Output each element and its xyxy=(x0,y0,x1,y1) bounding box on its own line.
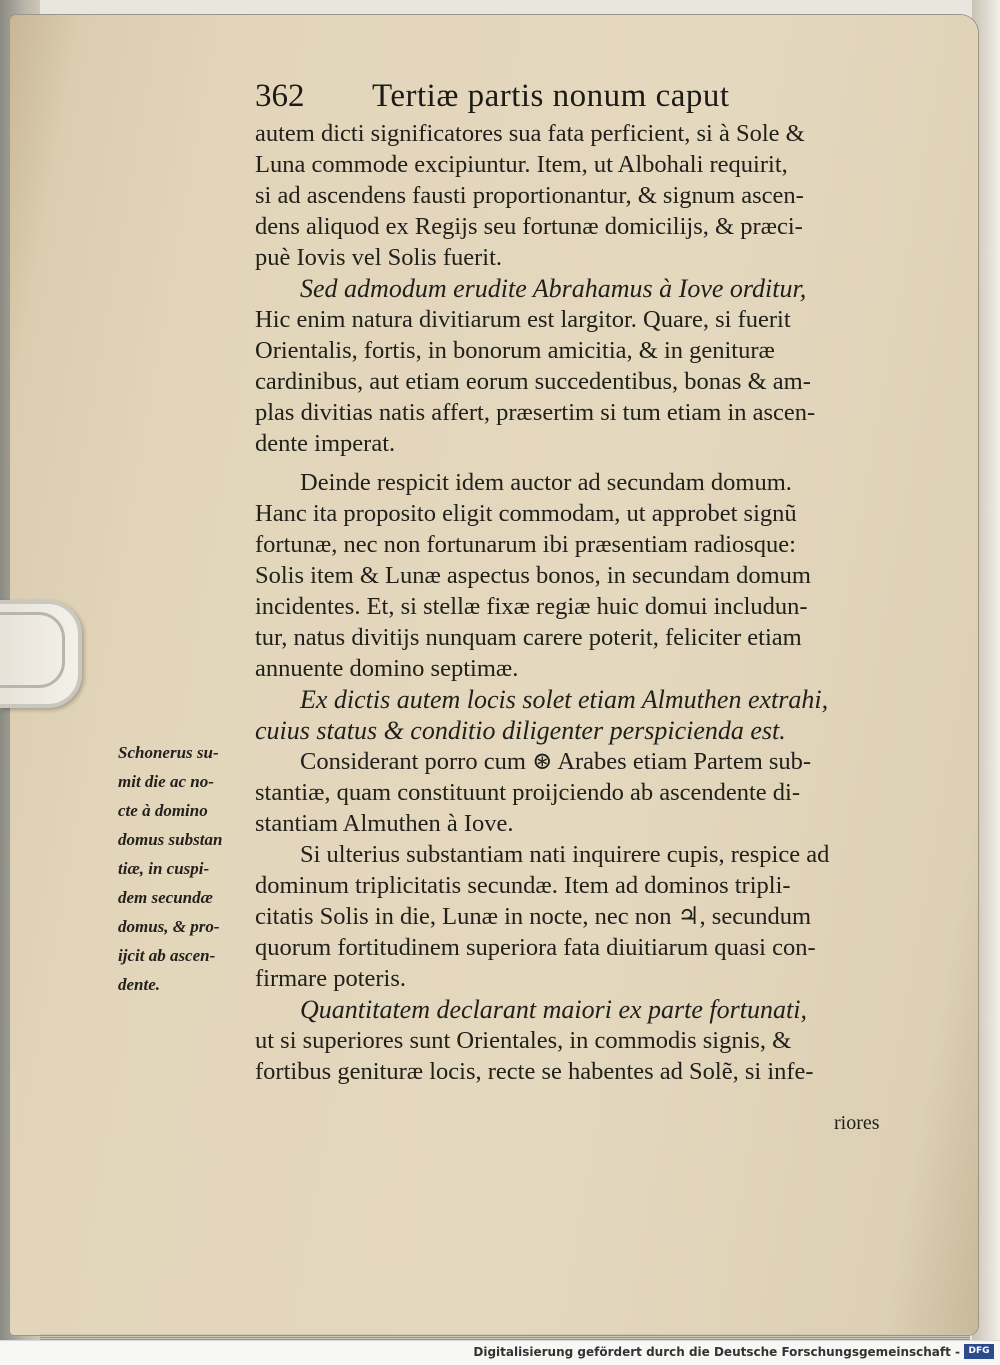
page-clip-inner xyxy=(0,612,65,688)
margin-note-line: ijcit ab ascen- xyxy=(118,946,216,965)
text-line: Sed admodum erudite Abrahamus à Iove orditur, xyxy=(300,274,807,303)
text-line: cardinibus, aut etiam eorum succedentibus, bonas & am- xyxy=(255,368,811,395)
margin-note-line: tiæ, in cuspi- xyxy=(118,859,210,878)
text-line: si ad ascendens fausti proportionantur, & signum ascen- xyxy=(255,182,804,209)
margin-note-line: Schonerus su- xyxy=(118,743,219,762)
funding-credit: Digitalisierung gefördert durch die Deutsche Forschungsgemeinschaft - xyxy=(473,1345,960,1359)
text-line: Luna commode excipiuntur. Item, ut Albohali requirit, xyxy=(255,151,788,178)
text-line: plas divitias natis affert, præsertim si tum etiam in ascen- xyxy=(255,399,816,426)
text-line: dente imperat. xyxy=(255,430,396,457)
margin-note-line: mit die ac no- xyxy=(118,772,214,791)
text-line: ut si superiores sunt Orientales, in commodis signis, & xyxy=(255,1027,792,1054)
catchword: riores xyxy=(834,1112,880,1134)
dfg-logo: DFG xyxy=(964,1344,994,1359)
text-line: tur, natus divitijs nunquam carere poterit, feliciter etiam xyxy=(255,624,802,651)
text-line: dominum triplicitatis secundæ. Item ad dominos tripli- xyxy=(255,872,791,899)
text-line: Quantitatem declarant maiori ex parte fortunati, xyxy=(300,995,807,1024)
margin-note-line: dente. xyxy=(118,975,161,994)
text-line: Ex dictis autem locis solet etiam Almuthen extrahi, xyxy=(300,685,829,714)
running-title: Tertiæ partis nonum caput xyxy=(372,78,730,114)
margin-note-line: domus, & pro- xyxy=(118,917,220,936)
page-number: 362 xyxy=(255,78,305,114)
text-line: cuius status & conditio diligenter perspicienda est. xyxy=(255,716,786,745)
text-line: incidentes. Et, si stellæ fixæ regiæ huic domui includun- xyxy=(255,593,808,620)
text-line: firmare poteris. xyxy=(255,965,407,992)
text-line: dens aliquod ex Regijs seu fortunæ domicilijs, & præci- xyxy=(255,213,803,240)
text-line: stantiæ, quam constituunt proijciendo ab ascendente di- xyxy=(255,779,800,806)
text-line: Hanc ita proposito eligit commodam, ut approbet signũ xyxy=(255,500,797,527)
text-line: Considerant porro cum ⊛ Arabes etiam Partem sub- xyxy=(300,748,812,775)
running-header xyxy=(255,78,905,118)
text-line: Solis item & Lunæ aspectus bonos, in secundam domum xyxy=(255,562,811,589)
text-line: autem dicti significatores sua fata perficient, si à Sole & xyxy=(255,120,805,147)
text-line: Orientalis, fortis, in bonorum amicitia, & in genituræ xyxy=(255,337,775,364)
text-line: Deinde respicit idem auctor ad secundam domum. xyxy=(300,469,792,496)
text-line: Si ulterius substantiam nati inquirere cupis, respice ad xyxy=(300,841,830,868)
margin-note-line: cte à domino xyxy=(118,801,208,820)
text-line: stantiam Almuthen à Iove. xyxy=(255,810,514,837)
text-line: annuente domino septimæ. xyxy=(255,655,519,682)
text-line: citatis Solis in die, Lunæ in nocte, nec non ♃, secundum xyxy=(255,903,812,930)
text-line: fortibus genituræ locis, recte se habentes ad Solẽ, si infe- xyxy=(255,1058,814,1085)
body-text xyxy=(255,118,905,1087)
margin-note-line: domus substan xyxy=(118,830,223,849)
text-line: quorum fortitudinem superiora fata diuitiarum quasi con- xyxy=(255,934,816,961)
text-line: Hic enim natura divitiarum est largitor. Quare, si fuerit xyxy=(255,306,791,333)
margin-note xyxy=(118,738,258,999)
text-line: fortunæ, nec non fortunarum ibi præsentiam radiosque: xyxy=(255,531,796,558)
footer-bar xyxy=(0,1340,1000,1365)
margin-note-line: dem secundæ xyxy=(118,888,213,907)
text-line: puè Iovis vel Solis fuerit. xyxy=(255,244,503,271)
